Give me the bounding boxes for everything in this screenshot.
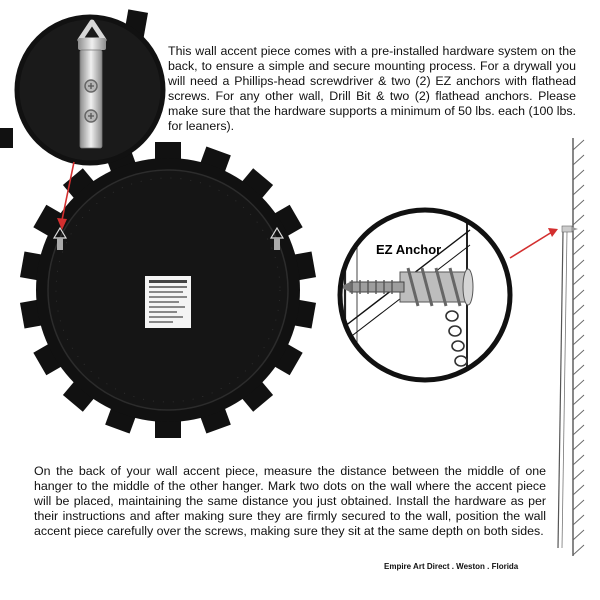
ez-anchor-label: EZ Anchor	[376, 242, 442, 257]
intro-paragraph: This wall accent piece comes with a pre-installed hardware system on the back, to ensure a simple and secure mounting process. For a drywall you will need a Phillips-head screwdriver & two (2) EZ anchors with flathead screws. For any other wall, Drill Bit & two (2) flathead anchors. Please make sure that the hardware supports a minimum of 50 lbs. each (100 lbs. for leaners).	[168, 44, 576, 133]
anchor-callout-arrow	[510, 232, 552, 258]
sawtooth-hanger	[78, 22, 106, 148]
footer-credit: Empire Art Direct . Weston . Florida	[384, 562, 519, 571]
ez-anchor-callout	[340, 200, 515, 390]
instructions-paragraph: On the back of your wall accent piece, measure the distance between the middle of one hanger to the middle of the other hanger. Mark two dots on the wall where the accent piece will be placed, maintaining the same distance you just obtained. Install the hardware as per their instructions and after making sure they are firmly secured to the wall, position the wall accent piece carefully over the screws, making sure they sit at the same depth on both sides.	[34, 464, 546, 538]
back-label-sticker	[145, 276, 191, 328]
